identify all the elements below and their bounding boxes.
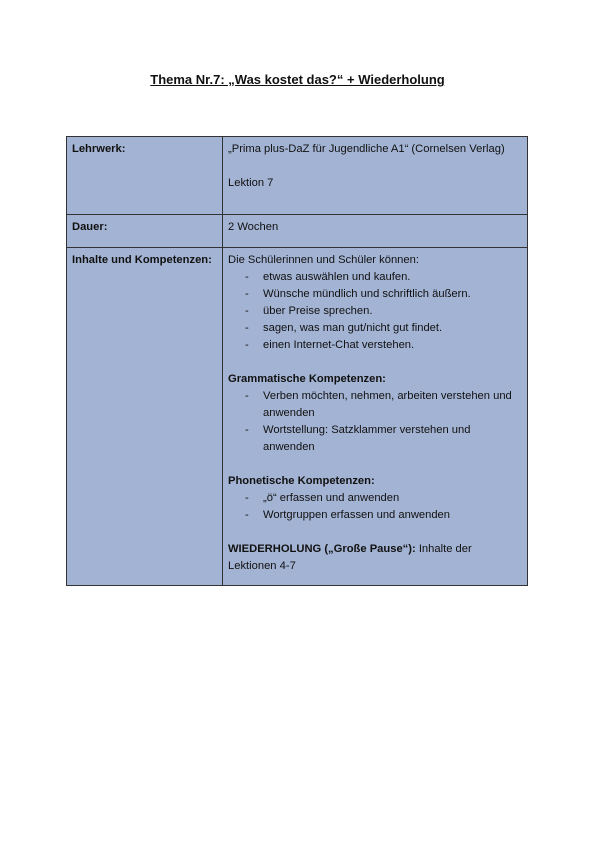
phonetic-heading: Phonetische Kompetenzen:	[228, 475, 375, 487]
lehrwerk-value	[223, 137, 528, 215]
lesson-plan-table	[66, 136, 528, 586]
review-label: WIEDERHOLUNG („Große Pause“):	[228, 543, 416, 555]
table-row-dauer	[67, 215, 528, 248]
review-text: Inhalte der Lektionen 4-7	[228, 543, 472, 572]
grammar-heading: Grammatische Kompetenzen:	[228, 373, 386, 385]
spacer	[228, 158, 521, 175]
spacer	[228, 354, 521, 371]
inhalte-intro: Die Schülerinnen und Schüler können:	[228, 254, 419, 266]
competence-list	[228, 269, 521, 354]
lehrwerk-lesson: Lektion 7	[228, 177, 274, 189]
page-title: Thema Nr.7: „Was kostet das?“ + Wiederholung	[150, 72, 445, 87]
grammar-list	[228, 388, 521, 456]
list-item: - Wünsche mündlich und schriftlich äußern.	[228, 286, 521, 303]
table-row-inhalte	[67, 248, 528, 586]
list-item: - Wortstellung: Satzklammer verstehen und anwenden	[228, 422, 521, 456]
spacer	[228, 456, 521, 473]
inhalte-label: Inhalte und Kompetenzen:	[67, 248, 223, 586]
list-item: - Verben möchten, nehmen, arbeiten verstehen und anwenden	[228, 388, 521, 422]
table-row-lehrwerk	[67, 137, 528, 215]
list-item: - Wortgruppen erfassen und anwenden	[228, 507, 521, 524]
list-item: - „ö“ erfassen und anwenden	[228, 490, 521, 507]
dauer-value: 2 Wochen	[223, 215, 528, 248]
phonetic-list	[228, 490, 521, 524]
inhalte-value	[223, 248, 528, 586]
list-item: - sagen, was man gut/nicht gut findet.	[228, 320, 521, 337]
spacer	[228, 524, 521, 541]
list-item: - etwas auswählen und kaufen.	[228, 269, 521, 286]
lehrwerk-book: „Prima plus-DaZ für Jugendliche A1“ (Cornelsen Verlag)	[228, 143, 505, 155]
list-item: - über Preise sprechen.	[228, 303, 521, 320]
list-item: - einen Internet-Chat verstehen.	[228, 337, 521, 354]
dauer-label: Dauer:	[67, 215, 223, 248]
lehrwerk-label: Lehrwerk:	[67, 137, 223, 215]
review-line	[228, 541, 521, 575]
